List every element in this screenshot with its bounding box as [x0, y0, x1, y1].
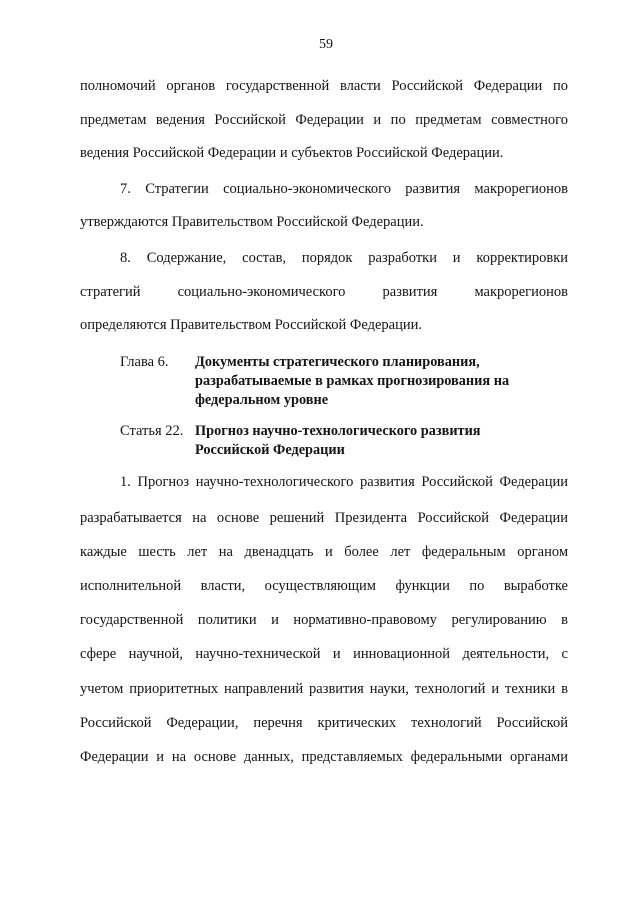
text-line: полномочий органов государственной власти Российской Федерации по [80, 78, 568, 94]
text-line: государственной политики и нормативно-правовому регулированию в [80, 612, 568, 628]
text-line: 7. Стратегии социально-экономического развития макрорегионов [120, 181, 568, 197]
page-number: 59 [319, 37, 333, 52]
text-line: утверждаются Правительством Российской Федерации. [80, 214, 424, 230]
chapter-label: Глава 6. [120, 354, 169, 370]
chapter-title-line: Документы стратегического планирования, [195, 354, 480, 370]
text-line: предметам ведения Российской Федерации и по предметам совместного [80, 112, 568, 128]
text-line: стратегий социально-экономического развития макрорегионов [80, 284, 568, 300]
text-line: определяются Правительством Российской Федерации. [80, 317, 422, 333]
chapter-title-line: разрабатываемые в рамках прогнозирования на [195, 373, 510, 389]
text-line: 1. Прогноз научно-технологического развития Российской Федерации [120, 474, 568, 490]
text-line: ведения Российской Федерации и субъектов Российской Федерации. [80, 145, 504, 161]
text-line: исполнительной власти, осуществляющим функции по выработке [80, 578, 568, 594]
text-line: Федерации и на основе данных, представляемых федеральными органами [80, 749, 568, 765]
article-title-line: Российской Федерации [195, 442, 345, 458]
text-line: Российской Федерации, перечня критических технологий Российской [80, 715, 568, 731]
text-line: каждые шесть лет на двенадцать и более лет федеральным органом [80, 544, 568, 560]
text-line: учетом приоритетных направлений развития науки, технологий и техники в [80, 681, 568, 697]
article-title-line: Прогноз научно-технологического развития [195, 423, 481, 439]
article-label: Статья 22. [120, 423, 184, 439]
text-line: сфере научной, научно-технической и инновационной деятельности, с [80, 646, 568, 662]
text-line: разрабатывается на основе решений Президента Российской Федерации [80, 510, 568, 526]
chapter-title-line: федеральном уровне [195, 392, 329, 408]
text-line: 8. Содержание, состав, порядок разработки и корректировки [120, 250, 568, 266]
